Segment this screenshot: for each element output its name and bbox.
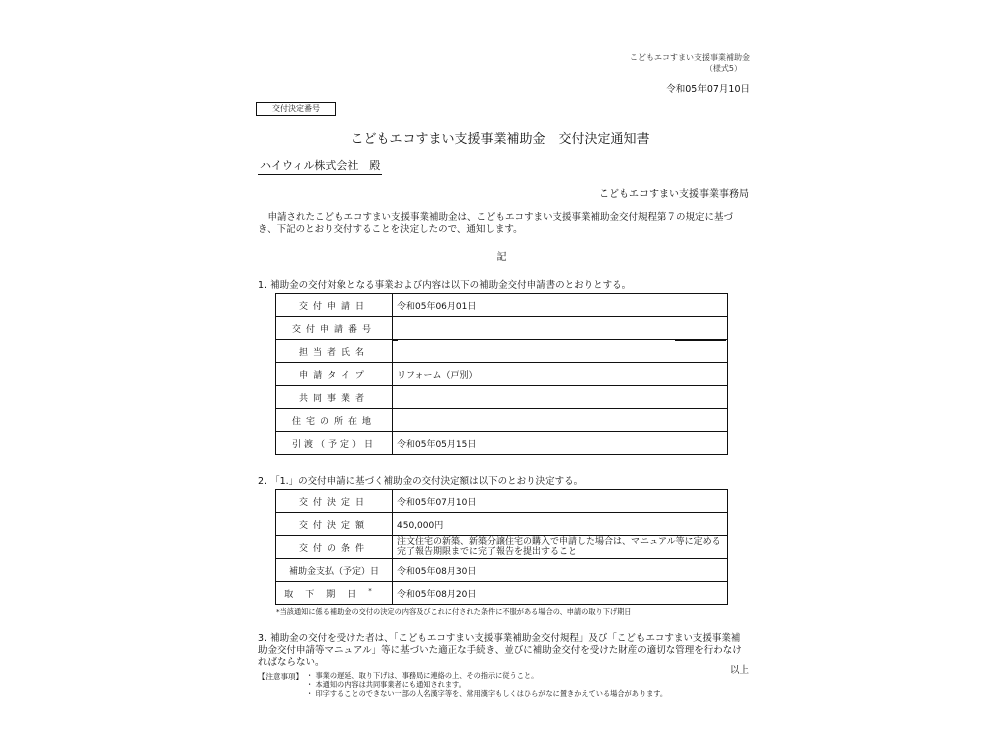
row-label: 申請タイプ xyxy=(276,363,393,386)
table-row xyxy=(276,559,728,582)
notes-label: 【注意事項】 xyxy=(258,672,303,681)
issue-date: 令和05年07月10日 xyxy=(666,84,750,95)
table-row xyxy=(276,409,728,432)
table-row xyxy=(276,317,728,340)
row-value: 450,000円 xyxy=(393,513,728,536)
addressee: ハイウィル株式会社 殿 xyxy=(258,157,382,175)
table-row xyxy=(276,536,728,559)
form-number: （様式5） xyxy=(704,64,742,73)
closing-mark: 以上 xyxy=(729,665,749,676)
list-item: ・ 事業の遅延、取り下げは、事務局に連絡の上、その指示に従うこと。 xyxy=(306,671,539,680)
row-value: 令和05年07月10日 xyxy=(393,490,728,513)
row-value xyxy=(393,340,728,363)
row-label: 交付決定日 xyxy=(276,490,393,513)
row-value: 令和05年05月15日 xyxy=(393,432,728,455)
row-value: 令和05年08月20日 xyxy=(393,582,728,605)
row-label: 住宅の所在地 xyxy=(276,409,393,432)
table-row xyxy=(276,490,728,513)
table-row xyxy=(276,340,728,363)
notes-list xyxy=(306,671,667,698)
row-value: 令和05年06月01日 xyxy=(393,294,728,317)
row-label: 交付申請日 xyxy=(276,294,393,317)
row-value: 令和05年08月30日 xyxy=(393,559,728,582)
decision-table xyxy=(275,489,728,605)
table-row xyxy=(276,432,728,455)
row-value xyxy=(393,317,728,340)
table-row xyxy=(276,582,728,605)
row-value xyxy=(393,409,728,432)
intro-paragraph: 申請されたこどもエコすまい支援事業補助金は、こどもエコすまい支援事業補助金交付規程第７の規定に基づき、下記のとおり交付することを決定したので、通知します。 xyxy=(258,212,734,235)
table-row xyxy=(276,294,728,317)
list-item: ・ 印字することのできない一部の人名漢字等を、常用漢字もしくはひらがなに置きかえている場合があります。 xyxy=(306,689,668,698)
row-label: 補助金支払（予定）日 xyxy=(276,559,393,582)
row-label: 交付決定額 xyxy=(276,513,393,536)
withdrawal-footnote: *当該通知に係る補助金の交付の決定の内容及びこれに付された条件に不服がある場合の、申請の取り下げ期日 xyxy=(276,607,632,616)
decision-number-label: 交付決定番号 xyxy=(256,102,336,116)
section1-heading: 1. 補助金の交付対象となる事業および内容は以下の補助金交付申請書のとおりとする。 xyxy=(258,280,632,291)
row-divider-stub xyxy=(673,408,726,409)
row-label: 引渡（予定）日 xyxy=(276,432,393,455)
row-value: リフォーム（戸別） xyxy=(393,363,728,386)
row-divider-stub xyxy=(392,408,398,409)
section2-heading: 2. 「1.」の交付申請に基づく補助金の交付決定額は以下のとおり決定する。 xyxy=(258,476,584,487)
table-row xyxy=(276,513,728,536)
ki-heading: 記 xyxy=(496,252,507,263)
row-label: 取下期日* xyxy=(276,582,393,605)
list-item: ・ 本通知の内容は共同事業者にも通知されます。 xyxy=(306,680,466,689)
table-row xyxy=(276,386,728,409)
row-value: 注文住宅の新築、新築分譲住宅の購入で申請した場合は、マニュアル等に定める完了報告期限までに完了報告を提出すること xyxy=(393,536,728,559)
row-label: 交付申請番号 xyxy=(276,317,393,340)
row-label: 共同事業者 xyxy=(276,386,393,409)
document-title: こどもエコすまい支援事業補助金 交付決定通知書 xyxy=(350,132,650,147)
organization-name: こどもエコすまい支援事業補助金 xyxy=(630,53,750,62)
row-label: 担当者氏名 xyxy=(276,340,393,363)
row-divider-stub xyxy=(675,340,726,341)
issuer: こどもエコすまい支援事業事務局 xyxy=(599,189,749,200)
row-value xyxy=(393,386,728,409)
table-row xyxy=(276,363,728,386)
section3-paragraph: 3. 補助金の交付を受けた者は、「こどもエコすまい支援事業補助金交付規程」及び「こどもエコすまい支援事業補助金交付申請等マニュアル」等に基づいた適正な手続き、並びに補助金交付を受けた財産の適切な管理を行わなければならない。 xyxy=(258,633,742,668)
application-table xyxy=(275,293,728,455)
row-divider-stub xyxy=(392,340,398,341)
row-label: 交付の条件 xyxy=(276,536,393,559)
